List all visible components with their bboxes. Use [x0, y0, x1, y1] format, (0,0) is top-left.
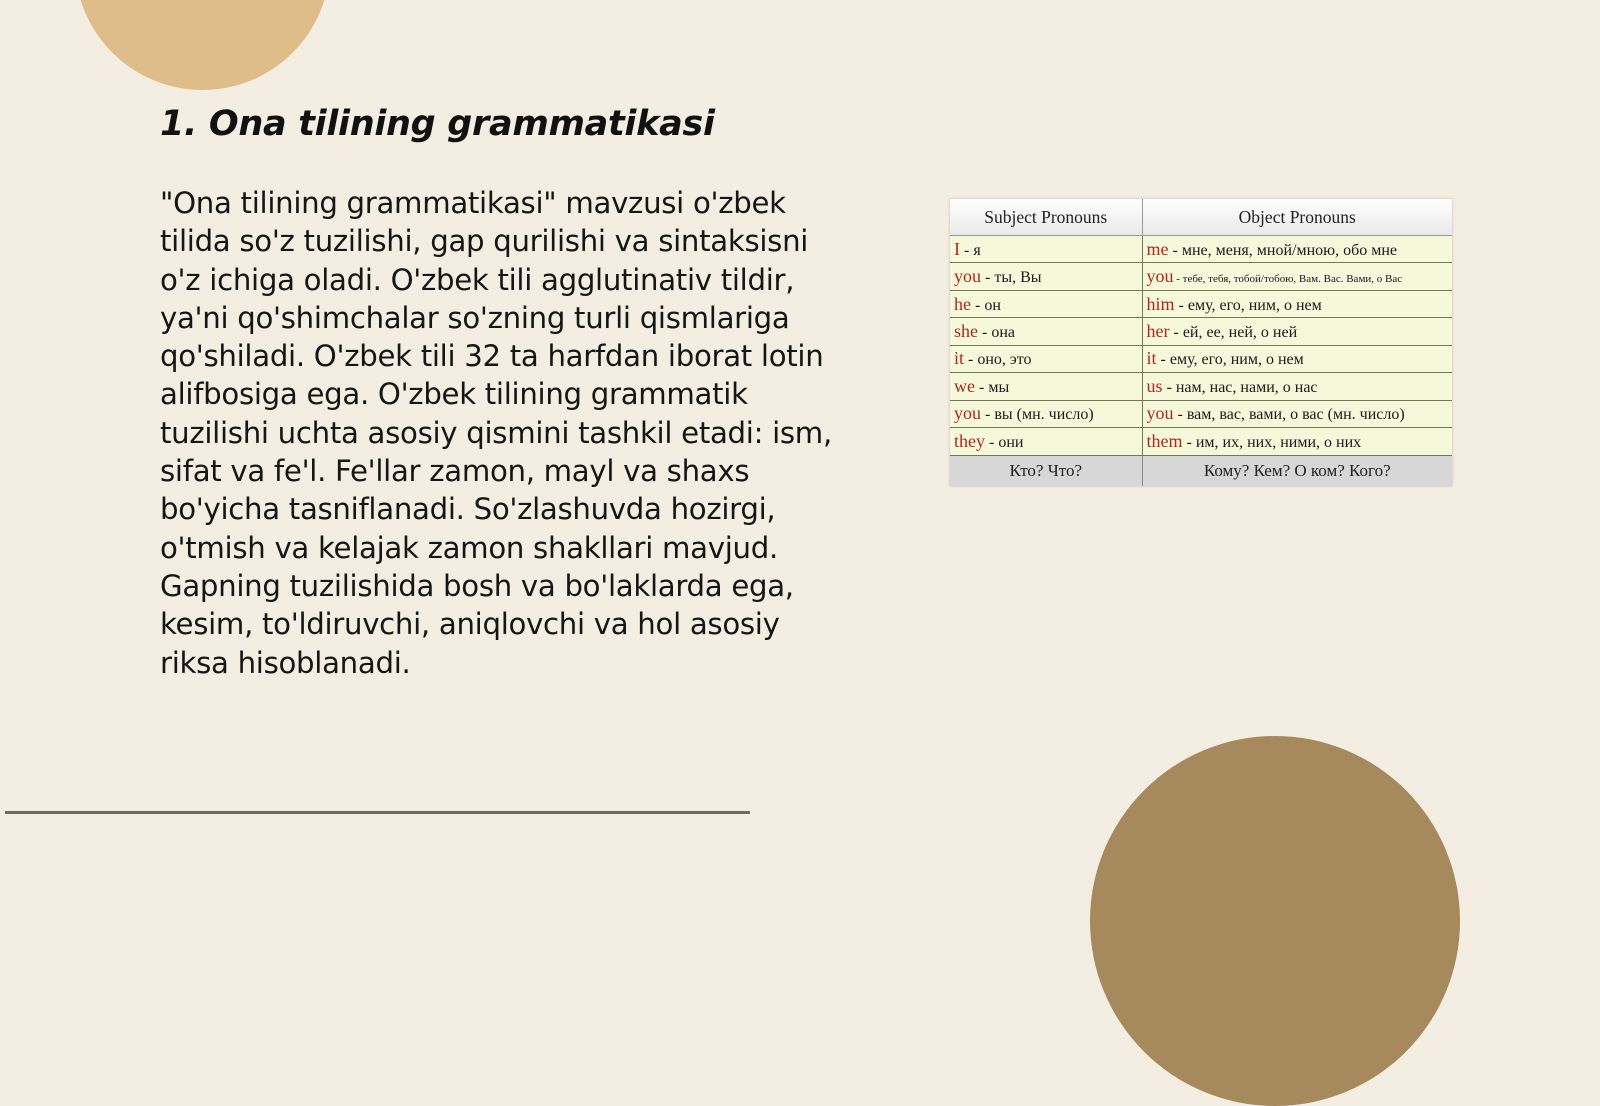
russian-translation: - нам, нас, нами, о нас — [1162, 378, 1318, 396]
subject-cell — [950, 373, 1142, 400]
slide-body-text: "Ona tilining grammatikasi" mavzusi o'zbek tilida so'z tuzilishi, gap qurilishi va sintaksisni o'z ichiga oladi. O'zbek tili agglutinativ tildir, ya'ni qo'shimchalar so'zning turli qismlariga qo'shiladi. O'zbek tili 32 ta harfdan iborat lotin alifbosiga ega. O'zbek tilining grammatik tuzilishi uchta asosiy qismini tashkil etadi: ism, sifat va fe'l. Fe'llar zamon, mayl va shaxs bo'yicha tasniflanadi. So'zlashuvda hozirgi, o'tmish va kelajak zamon shakllari mavjud. Gapning tuzilishida bosh va bo'laklarda ega, kesim, to'ldiruvchi, aniqlovchi va hol asosiy riksa hisoblanadi. — [160, 186, 832, 680]
english-pronoun: you — [1146, 403, 1174, 424]
english-pronoun: you — [1146, 266, 1174, 287]
table-header-row — [950, 199, 1452, 236]
divider-line — [5, 811, 750, 814]
subject-cell — [950, 428, 1142, 455]
english-pronoun: she — [954, 321, 978, 342]
subject-cell — [950, 290, 1142, 317]
english-pronoun: he — [954, 293, 971, 314]
table-row — [950, 373, 1452, 400]
russian-translation: - тебе, тебя, тобой/тобою, Вам. Вас. Вами, о Вас — [1173, 273, 1403, 286]
table-row — [950, 263, 1452, 290]
header-subject-pronouns: Subject Pronouns — [950, 199, 1142, 236]
english-pronoun: her — [1146, 321, 1170, 342]
english-pronoun: you — [954, 266, 981, 287]
object-cell — [1142, 400, 1452, 427]
object-cell — [1142, 428, 1452, 455]
pronouns-table — [950, 199, 1452, 486]
english-pronoun: them — [1146, 430, 1183, 451]
question-row — [950, 455, 1452, 486]
english-pronoun: we — [954, 375, 975, 396]
subject-cell — [950, 318, 1142, 345]
english-pronoun: they — [954, 430, 985, 451]
russian-translation: - ему, его, ним, о нем — [1156, 351, 1304, 369]
english-pronoun: you — [954, 403, 981, 424]
russian-translation: - ей, ее, ней, о ней — [1169, 324, 1298, 342]
header-object-pronouns: Object Pronouns — [1142, 199, 1452, 236]
subject-cell — [950, 263, 1142, 290]
table-row — [950, 345, 1452, 372]
object-question-cell: Кому? Кем? О ком? Кого? — [1142, 455, 1452, 486]
decorative-circle-bottom — [1090, 736, 1460, 1106]
russian-translation: - мы — [975, 378, 1010, 396]
russian-translation: - ты, Вы — [981, 269, 1042, 287]
russian-translation: - им, их, них, ними, о них — [1182, 433, 1362, 451]
object-cell — [1142, 373, 1452, 400]
english-pronoun: I — [954, 238, 960, 259]
subject-cell — [950, 236, 1142, 263]
table-row — [950, 290, 1452, 317]
russian-translation: - они — [985, 433, 1024, 451]
object-cell — [1142, 236, 1452, 263]
table-row — [950, 318, 1452, 345]
russian-translation: - она — [978, 324, 1015, 342]
russian-translation: - мне, меня, мной/мною, обо мне — [1168, 241, 1398, 259]
table-row — [950, 428, 1452, 455]
russian-translation: - ему, его, ним, о нем — [1174, 296, 1322, 314]
english-pronoun: it — [1146, 348, 1157, 369]
object-cell — [1142, 290, 1452, 317]
subject-question-cell: Кто? Что? — [950, 455, 1142, 486]
russian-translation: - вы (мн. число) — [981, 406, 1094, 424]
english-pronoun: us — [1146, 375, 1163, 396]
object-cell — [1142, 345, 1452, 372]
object-cell — [1142, 318, 1452, 345]
decorative-circle-top — [75, 0, 330, 90]
table-row — [950, 236, 1452, 263]
russian-translation: - я — [960, 241, 981, 259]
table-row — [950, 400, 1452, 427]
english-pronoun: me — [1146, 238, 1169, 259]
object-cell — [1142, 263, 1452, 290]
subject-cell — [950, 400, 1142, 427]
english-pronoun: him — [1146, 293, 1175, 314]
english-pronoun: it — [954, 348, 965, 369]
russian-translation: - вам, вас, вами, о вас (мн. число) — [1173, 406, 1405, 424]
russian-translation: - оно, это — [964, 351, 1032, 369]
slide-title: 1. Ona tilining grammatikasi — [160, 104, 715, 144]
russian-translation: - он — [971, 296, 1001, 314]
subject-cell — [950, 345, 1142, 372]
